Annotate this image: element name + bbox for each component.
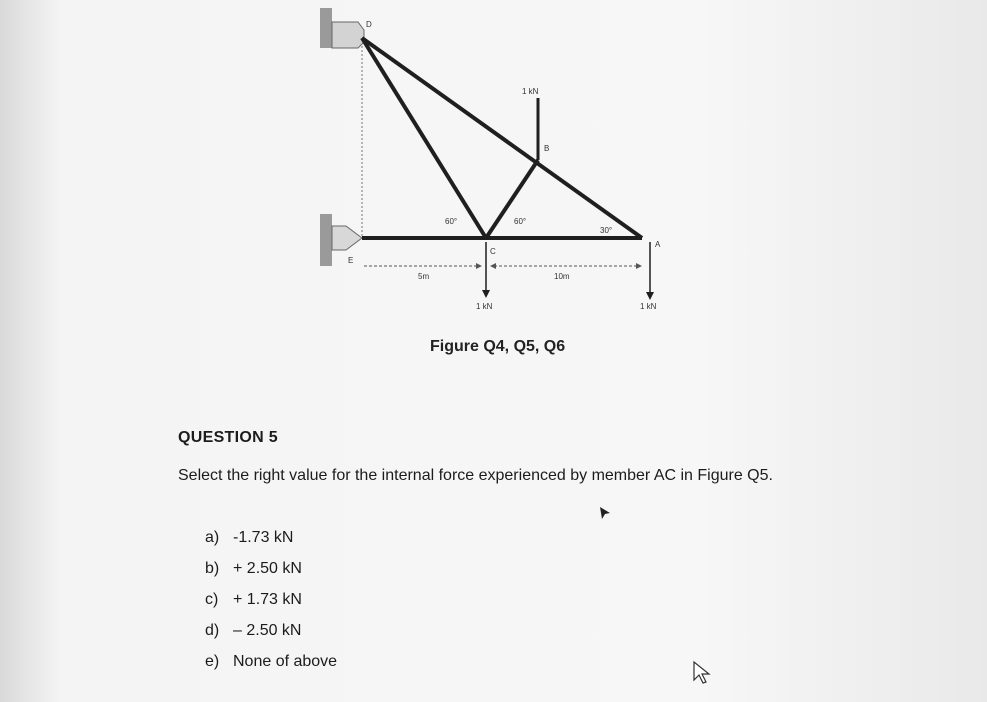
- pin-support-d: [332, 22, 364, 48]
- angle-label-left: 60°: [445, 217, 458, 226]
- option-b[interactable]: [205, 559, 337, 590]
- mouse-cursor-icon: [692, 660, 714, 686]
- option-d[interactable]: [205, 621, 337, 652]
- angle-label-right: 30°: [600, 226, 613, 235]
- pin-support-e: [332, 226, 362, 250]
- answer-options: [205, 528, 337, 683]
- member-cb: [486, 160, 538, 238]
- load-label-c: 1 kN: [476, 302, 493, 311]
- node-label-b: B: [544, 144, 550, 153]
- option-letter: d): [205, 622, 220, 639]
- load-label-a: 1 kN: [640, 302, 657, 311]
- load-label-top: 1 kN: [522, 87, 539, 96]
- angle-label-mid: 60°: [514, 217, 527, 226]
- option-text: – 2.50 kN: [233, 622, 302, 639]
- option-letter: b): [205, 560, 220, 577]
- truss-figure: [300, 0, 700, 330]
- wall-bottom-hatch: [320, 214, 332, 266]
- option-letter: e): [205, 653, 220, 670]
- option-letter: a): [205, 529, 220, 546]
- member-dc: [362, 38, 486, 238]
- truss-diagram: [300, 0, 700, 330]
- option-text: + 1.73 kN: [233, 591, 302, 608]
- option-text: + 2.50 kN: [233, 560, 302, 577]
- load-arrow-c: [482, 290, 490, 298]
- wall-top-hatch: [320, 8, 332, 48]
- small-arrow-icon: [598, 505, 612, 521]
- option-c[interactable]: [205, 590, 337, 621]
- load-arrow-a: [646, 292, 654, 300]
- node-label-a: A: [655, 240, 661, 249]
- dim-label-left: 5m: [418, 272, 430, 281]
- node-label-c: C: [490, 247, 496, 256]
- node-label-d: D: [366, 20, 372, 29]
- node-label-e: E: [348, 256, 354, 265]
- option-text: -1.73 kN: [233, 529, 294, 546]
- dim-label-right: 10m: [554, 272, 570, 281]
- option-a[interactable]: [205, 528, 337, 559]
- question-heading: QUESTION 5: [178, 429, 278, 446]
- option-letter: c): [205, 591, 219, 608]
- figure-caption: Figure Q4, Q5, Q6: [430, 338, 566, 355]
- option-text: None of above: [233, 653, 338, 670]
- option-e[interactable]: [205, 652, 337, 683]
- question-text: Select the right value for the internal force experienced by member AC in Figure Q5.: [178, 467, 773, 484]
- member-da: [362, 38, 642, 238]
